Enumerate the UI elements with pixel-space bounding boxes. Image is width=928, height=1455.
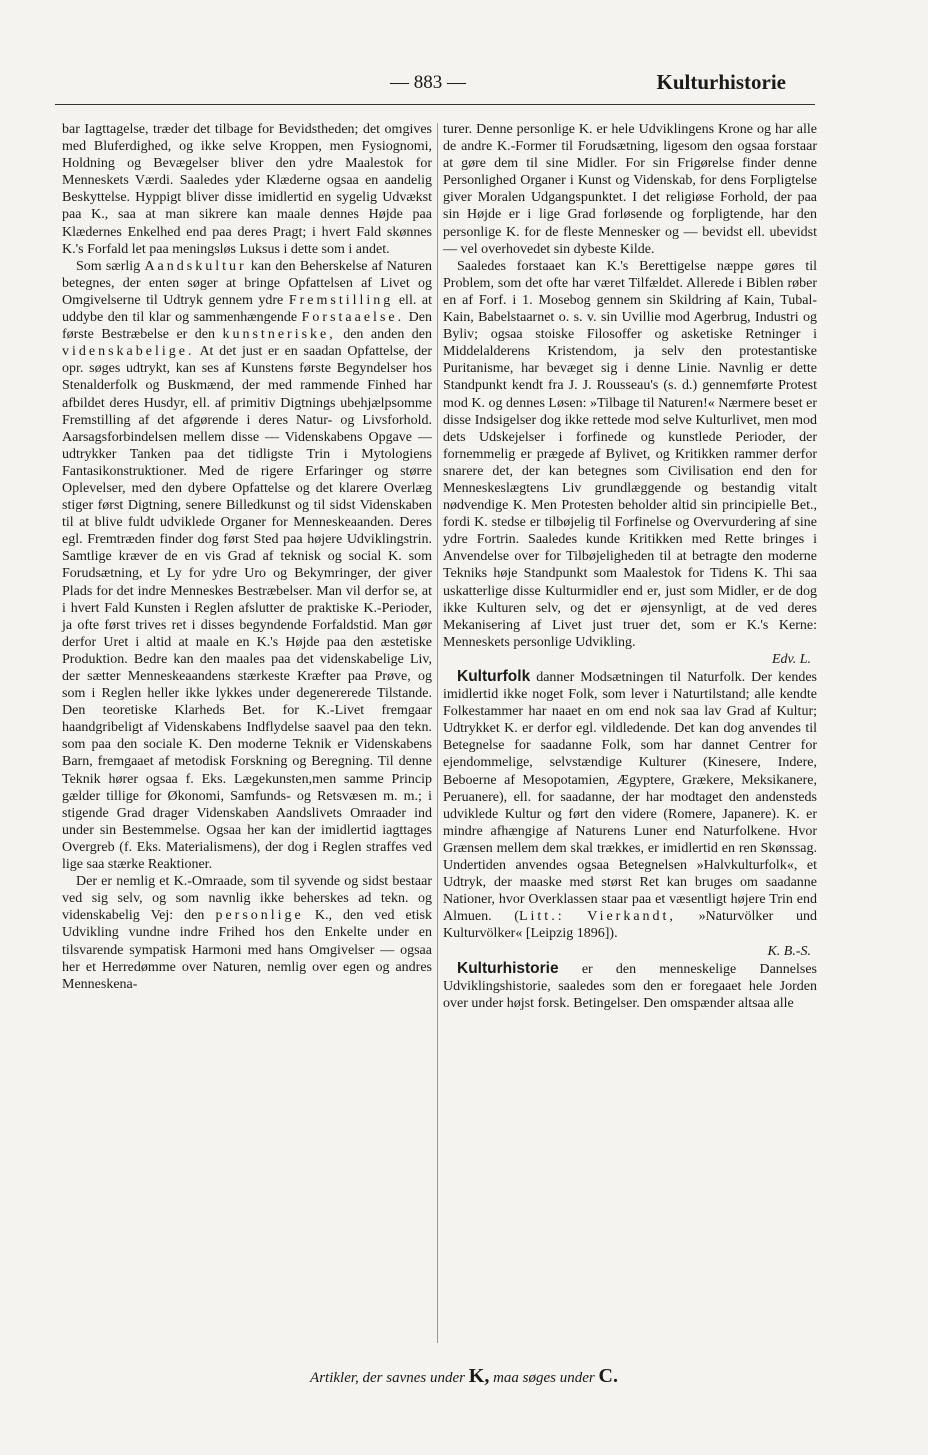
entry-kulturhistorie — [443, 960, 817, 1012]
text-run: er den menneskelige Dannelses Udviklingshistorie, saaledes som den er foregaaet hele Jorden over under højst forsk. Betingelser. Den omspænder altsaa alle — [443, 961, 817, 1011]
footer-letter: C. — [598, 1365, 618, 1387]
footer-letter: K, — [468, 1365, 490, 1387]
page-footer — [0, 1365, 928, 1388]
left-column — [62, 121, 432, 993]
text-run: K., den ved etisk Udvikling vundne indre Frihed hos den Enkelte under en tilsvarende sympatisk Harmoni med hans Omgivelser — ogsaa her et Herredømme over Naturen, nemlig over egen og andres Menneskena- — [62, 908, 432, 992]
paragraph: Saaledes forstaaet kan K.'s Berettigelse næppe gøres til Problem, som det ofte har været Tilfældet. Allerede i Biblen røber en af Forf. i 1. Mosebog gennem sin Skildring af Kain, Tubal-Kain, Babelstaarnet o. s. v. sin Uvillie mod Agerbrug, Industri og Byliv; ogsaa stoiske Filosoffer og asketiske Retninger i Middelalderens Kristendom, ja selv den protestantiske Puritanisme, har bevæget sig i denne Linie. Navnlig er dette Standpunkt kendt fra J. J. Rousseau's (s. d.) gennemførte Protest mod K. og dennes Løsen: »Tilbage til Naturen!« Nærmere beset er disse Indsigelser dog ikke rettede mod selve Kulturlivet, men mod dets Udskejelser i forfinede og kunstlede Perioder, der fornemmelig er prægede af Bylivet, og Kritikken rammer derfor snarere det, der kan betegnes som Civilisation end den for Menneskeslægtens Liv grundlæggende og bestandig vitalt nødvendige K. Men Protesten beholder altid sin principielle Bet., fordi K. stedse er tilbøjelig til Forfinelse og Overvurdering af sine ydre Fortrin. Saaledes kunde Kritikken med Rette bringes i Anvendelse over for Tilbøjeligheden til at betragte den moderne Tekniks høje Standpunkt som Maalestok for Tidens K. Thi saa uskatterlige disse Kulturmidler end er, just som Midler, er de dog ikke Kulturen selv, og det er øjensynligt, at de ved deres Mekanisering af Livet just truer det, som er K.'s Kerne: Menneskets personlige Udvikling. — [443, 258, 817, 650]
spaced-term: Litt.: — [518, 909, 565, 925]
footer-text: maa søges under — [489, 1370, 599, 1386]
spaced-term: Fremstilling — [288, 292, 394, 308]
text-run: den anden den — [335, 327, 432, 343]
paragraph: turer. Denne personlige K. er hele Udviklingens Krone og har alle de andre K.-Former til Forudsætning, ligesom den ogsaa forstaar at gøre dem til sine Midler. For sin Frigørelse finder denne Personlighed Organer i Kunst og Videnskab, for dens Forpligtelse giver Moralen Udgangspunktet. I det religiøse Forhold, der paa sin Højde er i lige Grad forløsende og forpligtende, har den personlige K. for de fleste Mennesker og — bevidst ell. ubevidst — vel overhovedet sin dybeste Kilde. — [443, 122, 817, 257]
entry-headword: Kulturhistorie — [457, 959, 559, 977]
text-run: kan den Beherskelse af Naturen betegnes, der enten søger at bringe Opfattelsen af Livet og Omgivelserne til Udtryk gennem ydre — [62, 258, 432, 308]
spaced-term: kunstneriske, — [222, 327, 336, 343]
text-run: Som særlig — [76, 258, 145, 274]
spaced-term: Aandskultur — [144, 258, 247, 274]
section-title: Kulturhistorie — [656, 70, 786, 94]
header-rule — [55, 104, 815, 105]
page-number: — 883 — — [390, 72, 466, 93]
spaced-term: Forstaaelse. — [301, 310, 405, 326]
text-run: »Naturvölker und Kulturvölker« [Leipzig 1896]). — [443, 909, 817, 942]
author-signature: Edv. L. — [771, 651, 811, 667]
text-run: Den første Bestræbelse er den — [62, 310, 432, 343]
text-run: Der er nemlig et K.-Omraade, som til syvende og sidst bestaar ved sig selv, og som navnlig ikke beherskes ad tekn. og videnskabelig Vej: den — [62, 874, 432, 924]
spaced-term: Vierkandt, — [587, 909, 676, 925]
spaced-term: videnskabelige. — [62, 344, 195, 360]
paragraph: bar Iagttagelse, træder det tilbage for Bevidstheden; det omgives med Bluferdighed, og ikke selve Kroppen, men Fysiognomi, Holdning og Bevægelser bliver den ydre Maalestok for Menneskets Værdi. Saaledes yder Klæderne ogsaa en aandelig Beskyttelse. Hyppigt bliver disse imidlertid en sygelig Udvækst paa K., saa at man sikrere kan maale dennes Højde paa Klædernes Enkelhed end paa deres Pragt; i hvert Fald skønnes K.'s Forfald let paa meningsløs Luksus i dette som i andet. — [62, 122, 432, 257]
paragraph — [62, 258, 432, 873]
page-header — [0, 72, 928, 102]
paragraph — [62, 873, 432, 993]
text-run: At det just er en saadan Opfattelse, der opr. søges udtrykt, kan ses af Kunstens første Begyndelser hos Stenalderfolk og Buskmænd, der med rammende Finhed har afbildet deres Husdyr, ell. af primitiv Digtnings ubehjælpsomme Fremstilling af det afgørende i deres Natur- og Livsforhold. Aarsagsforbindelsen mellem disse — Videnskabens Opgave — udtrykker Tanken paa det tidligste Trin i Mytologiens Fantasikonstruktioner. Med de rigere Erfaringer og større Oplevelser, med den dybere Opfattelse og det klarere Overlæg stiger først Digtning, senere Billedkunst og til sidst Videnskaben til at blive fuldt udviklede Organer for Menneskeaanden. Deres egl. Fremtræden finder dog først Sted paa højere Udviklingstrin. Samtlige kræver de en vis Grad af teknisk og social K. som Forudsætning, et Ly for ydre Uro og Bekymringer, der giver Plads for det indre Menneskes Bestræbelser. Man vil derfor se, at i hvert Fald Kunsten i Reglen afslutter de praktiske K.-Perioder, ja ofte først trives ret i disses begyndende Forfaldstid. Man gør derfor Uret i altid at maale en K.'s Højde paa den æstetiske Produktion. Bedre kan den maales paa det videnskabelige Liv, der sætter Menneskeaandens stærkeste Kræfter paa Prøve, og som i Reglen heller ikke lykkes under degenererede Tilstande. Den teoretiske Klarheds Bet. for K.-Livet fremgaar haandgribeligt af Videnskabens Indflydelse saavel paa den tekn. som paa den sociale K. Den moderne Teknik er Videnskabens Barn, fremgaaet af metodisk Forskning og Beregning. Til denne Teknik hører ogsaa f. Eks. Lægekunsten,men samme Princip gælder tillige for Økonomi, Samfunds- og Retsvæsen m. m.; i stigende Grad drager Videnskaben Aandslivets Omraader ind under sin Bestemmelse. Ogsaa her kan der imidlertid iagttages Overgreb (f. Eks. Materialismens), der dog i Reglen straffes ved lige saa stærke Reaktioner. — [62, 344, 432, 873]
entry-headword: Kulturfolk — [457, 668, 531, 685]
footer-text: Artikler, der savnes under — [310, 1370, 469, 1386]
spaced-term: personlige — [215, 908, 304, 924]
text-run: danner Modsætningen til Naturfolk. Der kendes imidlertid ikke noget Folk, som lever i Naturtilstand; alle kendte Folkestammer har naaet en om end nok saa lav Grad af Kultur; Udtrykket K. er derfor egl. vildledende. Det kan dog anvendes til Betegnelse for saadanne Folk, som har dannet Centrer for ejendommelige, selvstændige Kulturer (Kinesere, Indere, Beboerne af Mesopotamien, Ægyptere, Grækere, Meksikanere, Peruanere), ell. for saadanne, der har modtaget den andensteds udviklede Kultur og ført den videre (Romere, Japanere). K. er mindre afhængige af Naturens Luner end Naturfolkene. Hvor Grænsen mellem dem skal trækkes, er imidlertid en ren Skønssag. Undertiden anvendes ogsaa Betegnelsen »Halvkulturfolk«, et Udtryk, der maaske med størst Ret kan bruges om saadanne Nationer, hvor Overklassen staar paa et væsentligt højere Trin end Almuen. ( — [443, 670, 817, 925]
column-divider — [437, 123, 438, 1343]
entry-kulturfolk — [443, 668, 817, 943]
author-signature: K. B.-S. — [767, 943, 811, 959]
text-run: ell. at uddybe den til klar og sammenhængende — [62, 292, 432, 326]
right-column — [443, 121, 817, 1012]
